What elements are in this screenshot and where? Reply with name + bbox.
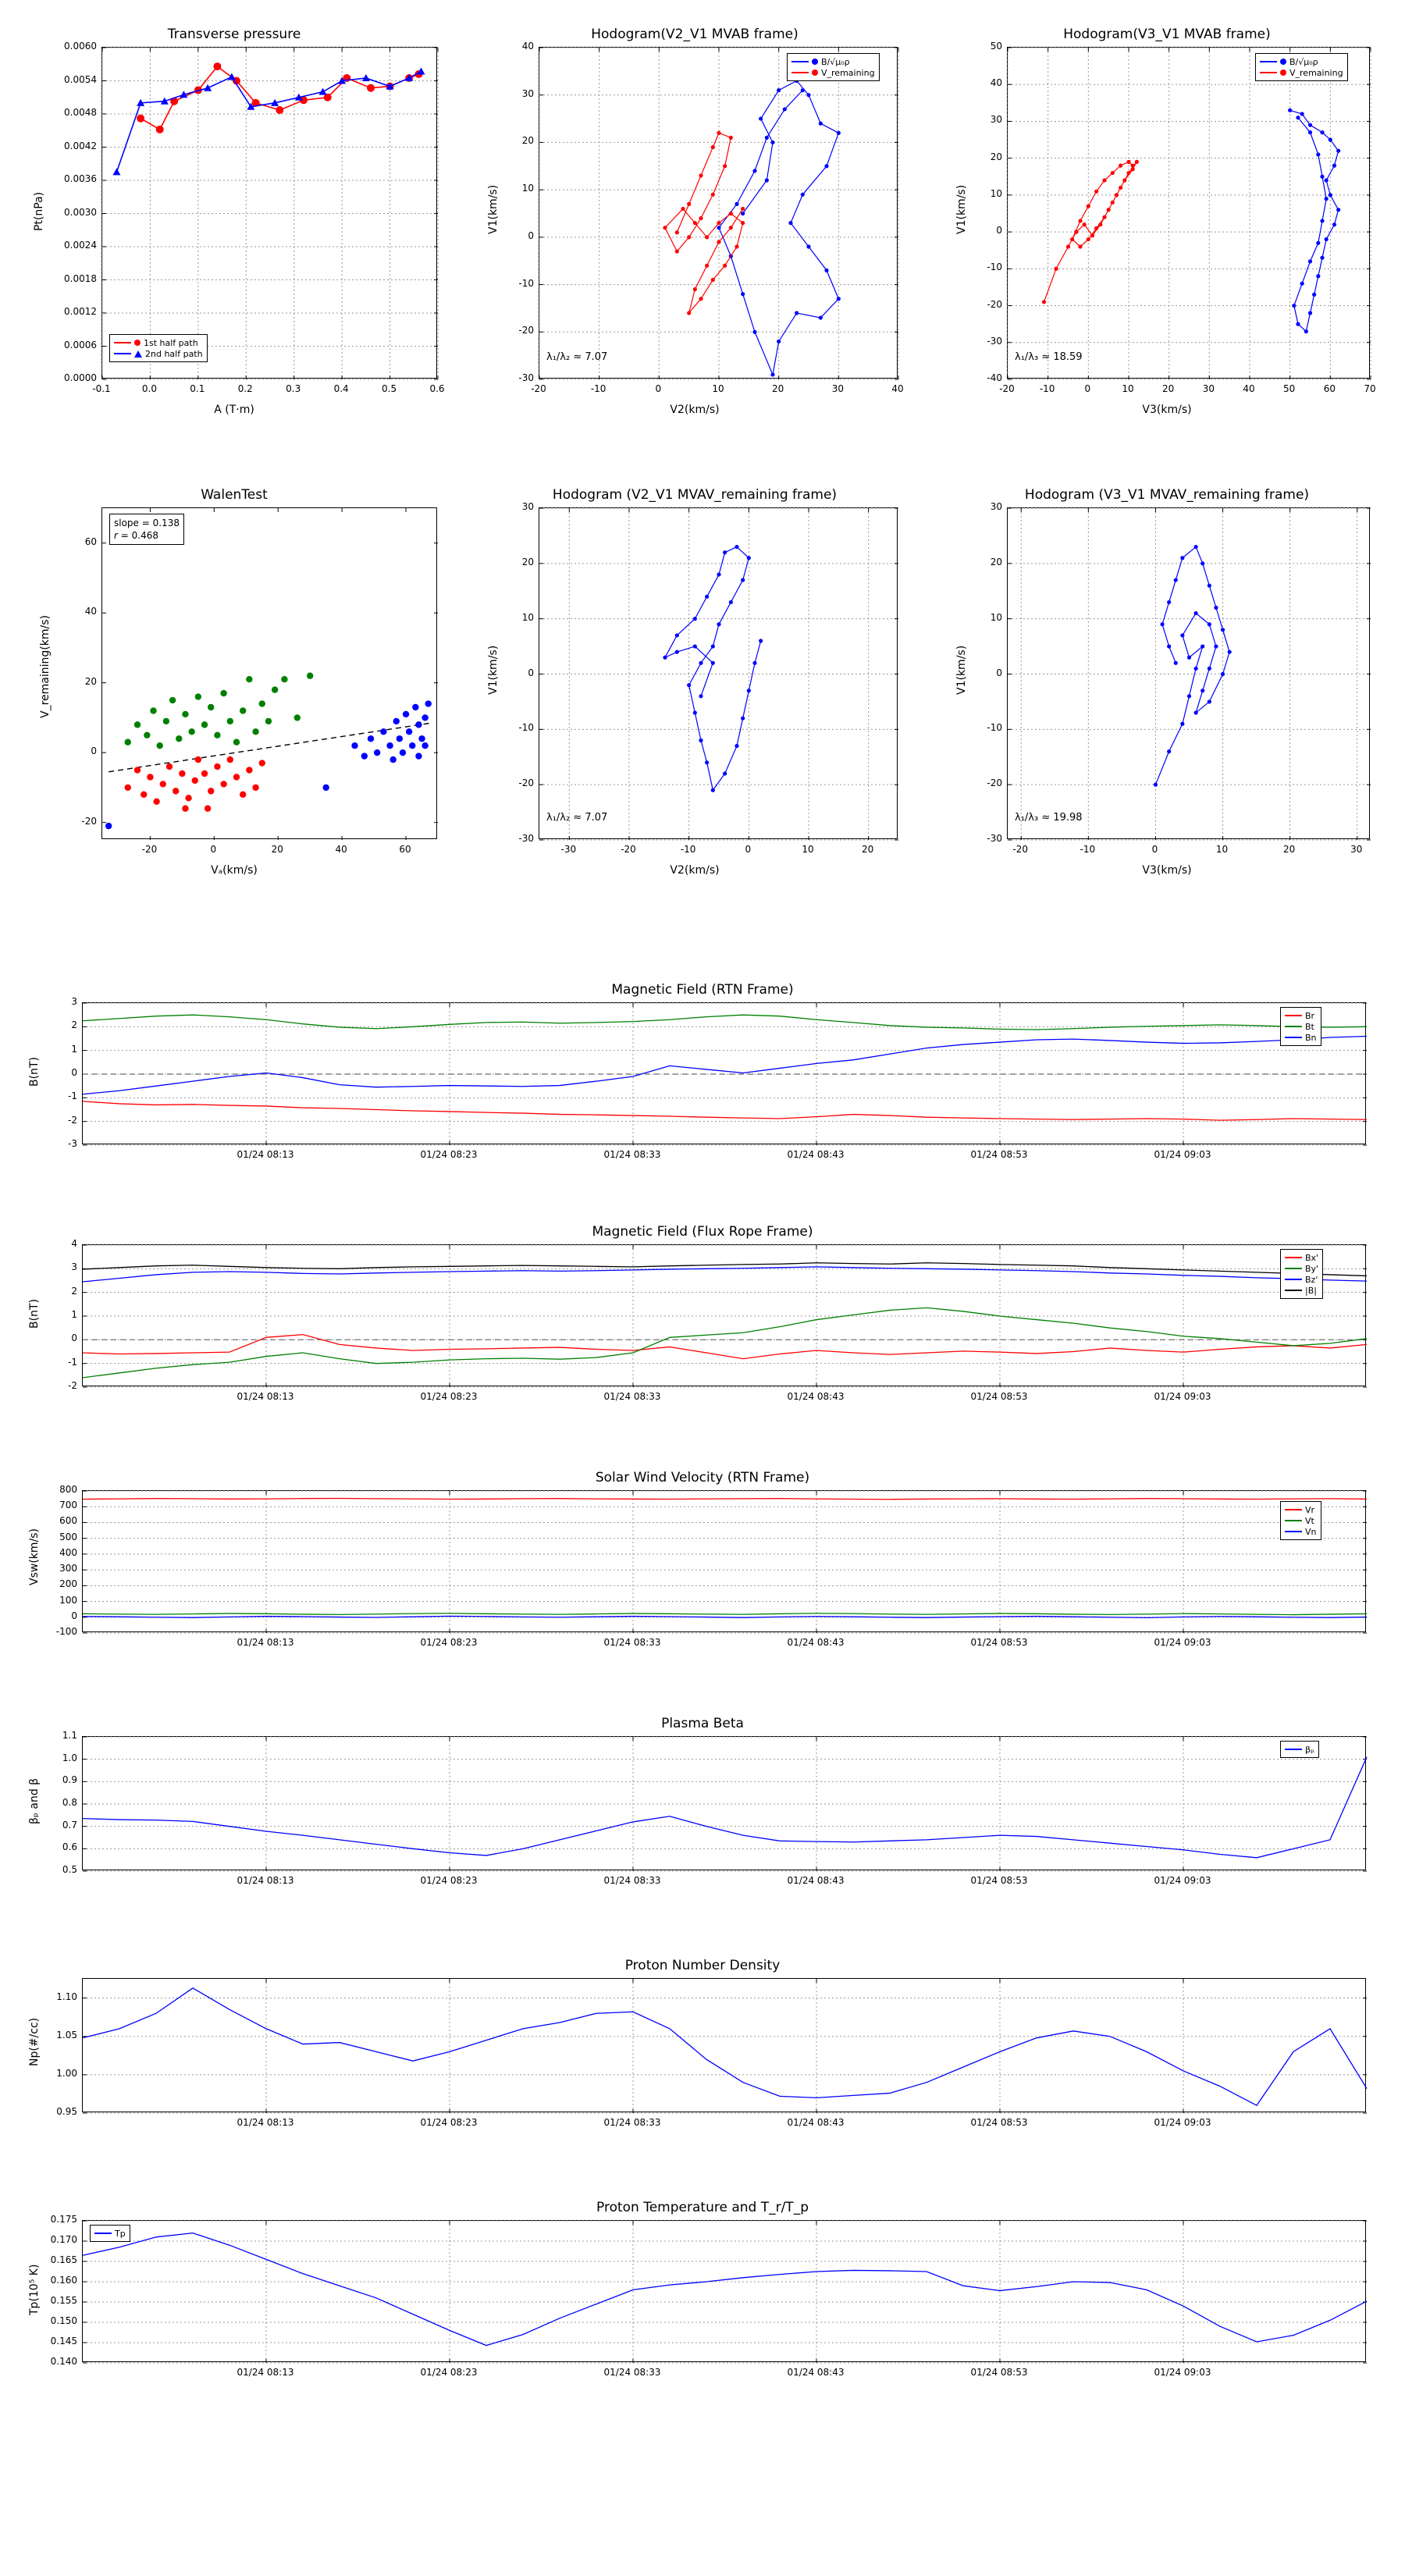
walen-r: r = 0.468 (114, 530, 158, 542)
legend-label: 1st half path (144, 337, 198, 348)
legend-line (114, 353, 131, 354)
legend-label: Tp (115, 2228, 126, 2239)
hodogram-v2v1-mvab-plot-title: Hodogram(V2_V1 MVAB frame) (591, 27, 799, 42)
plasma-beta-plot-ytick: 1.1 (62, 1730, 77, 1741)
proton-temperature-plot-ytick: 0.175 (50, 2214, 77, 2225)
plasma-beta-plot-title: Plasma Beta (661, 1716, 744, 1731)
legend-line (1285, 1257, 1302, 1258)
proton-temperature-plot-ytick: 0.145 (50, 2336, 77, 2347)
solar-wind-velocity-plot-title: Solar Wind Velocity (RTN Frame) (595, 1470, 810, 1485)
magnetic-field-rtn-plot-ytick: 2 (71, 1019, 77, 1031)
proton-temperature-plot-xtick: 01/24 08:13 (237, 2367, 294, 2378)
proton-temperature-plot-legend[interactable] (90, 2225, 130, 2242)
walen-test-plot-xlabel: Vₐ(km/s) (211, 864, 258, 877)
legend-label: βₚ (1305, 1744, 1314, 1755)
hodogram-v2v1-mvab-plot-annotation: λ₁/λ₂ ≈ 7.07 (546, 351, 608, 363)
magnetic-field-flux-rope-plot-ytick: 3 (71, 1261, 77, 1273)
magnetic-field-rtn-plot-xtick: 01/24 09:03 (1154, 1149, 1211, 1160)
legend-line (1285, 1037, 1302, 1038)
magnetic-field-rtn-plot-xtick: 01/24 08:13 (237, 1149, 294, 1160)
proton-number-density-plot-xtick: 01/24 08:23 (420, 2117, 478, 2128)
legend-entry (1285, 1021, 1317, 1032)
legend-label: |B| (1305, 1285, 1317, 1296)
hodogram-v2v1-mvav-plot-xlabel: V2(km/s) (670, 864, 720, 877)
hodogram-v2v1-mvab-plot-xtick: -20 (531, 383, 546, 394)
hodogram-v3v1-mvab-plot-ytick: -30 (987, 335, 1002, 347)
solar-wind-velocity-plot-legend[interactable] (1280, 1501, 1321, 1540)
legend-entry (1285, 1032, 1317, 1043)
legend-line (1285, 1509, 1302, 1510)
hodogram-v3v1-mvab-plot-xtick: 60 (1323, 383, 1336, 394)
hodogram-v3v1-mvab-plot-ytick: -10 (987, 262, 1002, 273)
hodogram-v3v1-mvab-plot-ylabel: V1(km/s) (955, 184, 968, 234)
hodogram-v2v1-mvav-plot-xtick: 0 (745, 844, 752, 855)
solar-wind-velocity-plot-xtick: 01/24 08:23 (420, 1637, 478, 1648)
hodogram-v2v1-mvav-plot-ytick: 20 (521, 556, 534, 568)
magnetic-field-rtn-plot-ytick: 0 (71, 1067, 77, 1078)
hodogram-v3v1-mvav-plot-ytick: -10 (987, 722, 1002, 734)
legend-line (1285, 1279, 1302, 1280)
proton-number-density-plot-axes (82, 1978, 1366, 2112)
magnetic-field-rtn-plot (16, 976, 1389, 1179)
legend-entry (1285, 1252, 1318, 1263)
hodogram-v3v1-mvav-plot-ytick: 10 (990, 611, 1002, 623)
transverse-pressure-plot-ylabel: Pt(nPa) (33, 192, 45, 232)
solar-wind-velocity-plot-ytick: 200 (59, 1578, 77, 1590)
transverse-pressure-plot-xtick: 0.4 (333, 383, 349, 394)
hodogram-v2v1-mvav-plot-xtick: -30 (560, 844, 577, 855)
legend-label: Bz' (1305, 1274, 1318, 1285)
walen-test-plot-ytick: 40 (84, 606, 97, 617)
solar-wind-velocity-plot-xtick: 01/24 08:53 (970, 1637, 1028, 1648)
hodogram-v3v1-mvav-plot-ylabel: V1(km/s) (955, 645, 968, 695)
proton-temperature-plot-xtick: 01/24 08:43 (787, 2367, 845, 2378)
transverse-pressure-plot-xtick: 0.5 (382, 383, 397, 394)
solar-wind-velocity-plot-xtick: 01/24 08:33 (603, 1637, 661, 1648)
hodogram-v3v1-mvav-plot-xtick: 10 (1215, 844, 1229, 855)
legend-marker (134, 340, 140, 346)
proton-number-density-plot-xtick: 01/24 08:13 (237, 2117, 294, 2128)
transverse-pressure-plot-ytick: 0.0060 (64, 41, 97, 52)
magnetic-field-rtn-plot-xtick: 01/24 08:43 (787, 1149, 845, 1160)
walen-test-plot (16, 476, 453, 898)
legend-label: Vt (1305, 1515, 1314, 1526)
legend-entry (1285, 1263, 1318, 1274)
legend-label: Vn (1305, 1526, 1317, 1537)
plasma-beta-plot (16, 1710, 1389, 1905)
hodogram-v3v1-mvab-plot-xtick: -10 (1039, 383, 1055, 394)
hodogram-v2v1-mvav-plot-xtick: -10 (680, 844, 696, 855)
walen-test-plot-xtick: 40 (335, 844, 347, 855)
proton-number-density-plot-ytick: 0.95 (56, 2106, 77, 2117)
legend-line (1285, 1026, 1302, 1027)
magnetic-field-flux-rope-plot-xtick: 01/24 08:23 (420, 1391, 478, 1402)
hodogram-v3v1-mvav-plot-ytick: 30 (990, 501, 1002, 512)
hodogram-v2v1-mvav-plot-ytick: 30 (521, 501, 534, 512)
hodogram-v2v1-mvab-plot-xtick: 40 (891, 383, 904, 394)
legend-label: Bn (1305, 1032, 1317, 1043)
walen-test-plot-xtick: -20 (141, 844, 158, 855)
hodogram-v2v1-mvav-plot-ylabel: V1(km/s) (487, 645, 500, 695)
hodogram-v2v1-mvab-plot-ytick: 30 (521, 87, 534, 99)
hodogram-v3v1-mvab-plot-ytick: -20 (987, 298, 1002, 310)
hodogram-v3v1-mvab-plot-xtick: 30 (1202, 383, 1215, 394)
hodogram-v2v1-mvav-plot-ytick: -30 (518, 833, 534, 844)
solar-wind-velocity-plot-xtick: 01/24 09:03 (1154, 1637, 1211, 1648)
legend-line (791, 61, 809, 62)
legend-entry (1285, 1504, 1317, 1515)
magnetic-field-flux-rope-plot-ytick: 4 (71, 1238, 77, 1249)
magnetic-field-flux-rope-plot (16, 1218, 1389, 1421)
hodogram-v3v1-mvav-plot-axes (1007, 507, 1370, 839)
hodogram-v3v1-mvav-plot-xtick: 0 (1151, 844, 1158, 855)
legend-entry (791, 67, 875, 78)
solar-wind-velocity-plot-ytick: 600 (59, 1515, 77, 1527)
solar-wind-velocity-plot-ytick: 400 (59, 1546, 77, 1558)
magnetic-field-flux-rope-plot-axes (82, 1244, 1366, 1386)
plasma-beta-plot-xtick: 01/24 08:13 (237, 1875, 294, 1886)
proton-number-density-plot-ytick: 1.00 (56, 2067, 77, 2079)
magnetic-field-flux-rope-plot-ylabel: B(nT) (28, 1299, 41, 1329)
magnetic-field-rtn-plot-xtick: 01/24 08:33 (603, 1149, 661, 1160)
legend-entry (94, 2228, 126, 2239)
solar-wind-velocity-plot-ylabel: Vsw(km/s) (28, 1528, 41, 1585)
solar-wind-velocity-plot-ytick: -100 (55, 1626, 77, 1637)
plasma-beta-plot-ytick: 0.8 (62, 1797, 77, 1808)
plasma-beta-plot-xtick: 01/24 08:53 (970, 1875, 1028, 1886)
hodogram-v2v1-mvab-plot-xlabel: V2(km/s) (670, 404, 720, 416)
magnetic-field-flux-rope-plot-legend[interactable] (1280, 1249, 1323, 1299)
magnetic-field-rtn-plot-ytick: -2 (68, 1114, 77, 1126)
hodogram-v3v1-mvab-plot-xtick: 20 (1162, 383, 1175, 394)
legend-line (1285, 1015, 1302, 1016)
proton-temperature-plot-ytick: 0.140 (50, 2356, 77, 2367)
plasma-beta-plot-ylabel: βₚ and β (28, 1778, 41, 1825)
transverse-pressure-plot-ytick: 0.0018 (64, 272, 97, 284)
hodogram-v2v1-mvab-plot-ytick: 10 (521, 183, 534, 194)
legend-entry (114, 337, 203, 348)
hodogram-v2v1-mvab-plot-xtick: 20 (772, 383, 784, 394)
legend-line (1285, 1531, 1302, 1532)
solar-wind-velocity-plot-ytick: 700 (59, 1500, 77, 1511)
plasma-beta-plot-xtick: 01/24 08:33 (603, 1875, 661, 1886)
hodogram-v3v1-mvab-plot-xtick: 70 (1364, 383, 1376, 394)
hodogram-v2v1-mvab-plot-ytick: -20 (518, 325, 534, 336)
transverse-pressure-plot-xtick: 0.6 (429, 383, 445, 394)
hodogram-v2v1-mvav-plot-ytick: 10 (521, 611, 534, 623)
legend-label: By' (1305, 1263, 1319, 1274)
hodogram-v2v1-mvab-plot-ytick: -10 (518, 277, 534, 289)
hodogram-v2v1-mvab-plot-xtick: 0 (655, 383, 662, 394)
hodogram-v2v1-mvav-plot-ytick: -20 (518, 777, 534, 789)
proton-temperature-plot-title: Proton Temperature and T_r/T_p (596, 2200, 809, 2215)
transverse-pressure-plot-xtick: 0.3 (286, 383, 301, 394)
walen-slope: slope = 0.138 (114, 518, 180, 528)
walen-test-plot-axes (101, 507, 437, 839)
legend-label: V_remaining (1289, 67, 1343, 78)
hodogram-v3v1-mvab-plot-ytick: 50 (990, 41, 1002, 52)
solar-wind-velocity-plot-axes (82, 1490, 1366, 1632)
legend-entry (1260, 67, 1343, 78)
hodogram-v3v1-mvav-plot-ytick: -20 (987, 777, 1002, 789)
proton-temperature-plot-ytick: 0.165 (50, 2254, 77, 2265)
legend-label: B/√μ₀ρ (821, 56, 850, 67)
hodogram-v2v1-mvab-plot-ytick: -30 (518, 372, 534, 383)
walen-stats-box (109, 514, 184, 545)
magnetic-field-flux-rope-plot-xtick: 01/24 09:03 (1154, 1391, 1211, 1402)
magnetic-field-flux-rope-plot-ytick: 1 (71, 1309, 77, 1320)
transverse-pressure-plot-ytick: 0.0012 (64, 306, 97, 317)
legend-line (1260, 61, 1277, 62)
hodogram-v2v1-mvav-plot (476, 476, 913, 898)
transverse-pressure-plot-ytick: 0.0036 (64, 173, 97, 184)
hodogram-v2v1-mvab-plot-xtick: 10 (712, 383, 724, 394)
proton-number-density-plot (16, 1952, 1389, 2147)
transverse-pressure-plot-axes (101, 47, 437, 379)
magnetic-field-flux-rope-plot-ytick: -2 (68, 1380, 77, 1391)
legend-entry (1285, 1285, 1318, 1296)
transverse-pressure-plot-ytick: 0.0000 (64, 372, 97, 383)
legend-line (1285, 1749, 1302, 1750)
magnetic-field-rtn-plot-ytick: -3 (68, 1138, 77, 1149)
plasma-beta-plot-xtick: 01/24 08:43 (787, 1875, 845, 1886)
hodogram-v3v1-mvab-plot-xtick: 50 (1283, 383, 1296, 394)
hodogram-v3v1-mvav-plot-xtick: 30 (1350, 844, 1363, 855)
magnetic-field-flux-rope-plot-xtick: 01/24 08:13 (237, 1391, 294, 1402)
proton-number-density-plot-xtick: 01/24 08:53 (970, 2117, 1028, 2128)
hodogram-v3v1-mvav-plot-title: Hodogram (V3_V1 MVAV_remaining frame) (1024, 487, 1310, 503)
hodogram-v3v1-mvav-plot-xtick: 20 (1283, 844, 1296, 855)
legend-label: 2nd half path (145, 348, 203, 359)
hodogram-v3v1-mvav-plot-annotation: λ₁/λ₃ ≈ 19.98 (1015, 812, 1083, 824)
magnetic-field-flux-rope-plot-xtick: 01/24 08:53 (970, 1391, 1028, 1402)
proton-temperature-plot-xtick: 01/24 09:03 (1154, 2367, 1211, 2378)
transverse-pressure-plot-xtick: 0.2 (237, 383, 253, 394)
transverse-pressure-plot-ytick: 0.0042 (64, 140, 97, 151)
proton-temperature-plot-xtick: 01/24 08:33 (603, 2367, 661, 2378)
legend-label: Bt (1305, 1021, 1314, 1032)
hodogram-v3v1-mvab-plot-legend[interactable] (1255, 53, 1348, 81)
hodogram-v3v1-mvav-plot-ytick: 20 (990, 556, 1002, 568)
magnetic-field-flux-rope-plot-ytick: 0 (71, 1332, 77, 1344)
magnetic-field-rtn-plot-ytick: 3 (71, 996, 77, 1007)
plasma-beta-plot-xtick: 01/24 08:23 (420, 1875, 478, 1886)
solar-wind-velocity-plot-ytick: 500 (59, 1531, 77, 1542)
legend-label: B/√μ₀ρ (1289, 56, 1318, 67)
hodogram-v3v1-mvab-plot (944, 16, 1389, 437)
hodogram-v3v1-mvab-plot-xtick: -20 (999, 383, 1015, 394)
plasma-beta-plot-ytick: 1.0 (62, 1752, 77, 1763)
proton-number-density-plot-xtick: 01/24 09:03 (1154, 2117, 1211, 2128)
hodogram-v3v1-mvab-plot-axes (1007, 47, 1370, 379)
hodogram-v3v1-mvab-plot-annotation: λ₁/λ₃ ≈ 18.59 (1015, 351, 1083, 363)
legend-marker (812, 69, 818, 76)
magnetic-field-rtn-plot-ylabel: B(nT) (28, 1057, 41, 1087)
transverse-pressure-plot-title: Transverse pressure (167, 27, 301, 42)
plasma-beta-plot-ytick: 0.9 (62, 1774, 77, 1786)
legend-label: Vr (1305, 1504, 1315, 1515)
hodogram-v2v1-mvab-plot-ytick: 20 (521, 135, 534, 147)
walen-test-plot-xtick: 20 (271, 844, 283, 855)
hodogram-v3v1-mvav-plot-ytick: -30 (987, 833, 1002, 844)
magnetic-field-rtn-plot-ytick: -1 (68, 1091, 77, 1102)
hodogram-v2v1-mvav-plot-ytick: -10 (518, 722, 534, 734)
magnetic-field-rtn-plot-ytick: 1 (71, 1043, 77, 1055)
legend-entry (1260, 56, 1343, 67)
transverse-pressure-plot-ytick: 0.0054 (64, 73, 97, 85)
hodogram-v3v1-mvab-plot-title: Hodogram(V3_V1 MVAB frame) (1063, 27, 1271, 42)
transverse-pressure-plot-xtick: 0.1 (190, 383, 205, 394)
hodogram-v2v1-mvav-plot-title: Hodogram (V2_V1 MVAV_remaining frame) (552, 487, 838, 503)
transverse-pressure-plot-xtick: 0.0 (141, 383, 157, 394)
legend-entry (114, 348, 203, 359)
hodogram-v3v1-mvab-plot-xtick: 40 (1243, 383, 1255, 394)
hodogram-v2v1-mvav-plot-annotation: λ₁/λ₂ ≈ 7.07 (546, 812, 608, 824)
transverse-pressure-plot-xtick: -0.1 (92, 383, 111, 394)
solar-wind-velocity-plot-ytick: 800 (59, 1484, 77, 1495)
plasma-beta-plot-ytick: 0.5 (62, 1864, 77, 1875)
proton-temperature-plot-ytick: 0.170 (50, 2234, 77, 2245)
hodogram-v3v1-mvav-plot-xtick: -10 (1080, 844, 1096, 855)
legend-line (114, 342, 131, 343)
legend-line (1285, 1290, 1302, 1291)
walen-test-plot-ytick: 0 (91, 745, 97, 757)
legend-entry (1285, 1744, 1314, 1755)
proton-number-density-plot-ytick: 1.10 (56, 1991, 77, 2002)
magnetic-field-rtn-plot-xtick: 01/24 08:23 (420, 1149, 478, 1160)
hodogram-v2v1-mvab-plot-ytick: 40 (521, 41, 534, 52)
hodogram-v3v1-mvab-plot-xtick: 10 (1122, 383, 1134, 394)
magnetic-field-flux-rope-plot-ytick: 2 (71, 1285, 77, 1297)
transverse-pressure-plot-ytick: 0.0030 (64, 206, 97, 218)
hodogram-v2v1-mvab-plot-xtick: 30 (831, 383, 844, 394)
walen-test-plot-xtick: 0 (210, 844, 217, 855)
hodogram-v2v1-mvab-plot-ylabel: V1(km/s) (487, 184, 500, 234)
walen-test-plot-ytick: -20 (81, 815, 97, 827)
legend-line (1285, 1520, 1302, 1521)
walen-test-plot-ylabel: V_remaining(km/s) (39, 615, 52, 719)
solar-wind-velocity-plot-xtick: 01/24 08:13 (237, 1637, 294, 1648)
plasma-beta-plot-xtick: 01/24 09:03 (1154, 1875, 1211, 1886)
solar-wind-velocity-plot-xtick: 01/24 08:43 (787, 1637, 845, 1648)
hodogram-v3v1-mvav-plot-xtick: -20 (1012, 844, 1029, 855)
transverse-pressure-plot-ytick: 0.0048 (64, 107, 97, 118)
walen-test-plot-xtick: 60 (399, 844, 411, 855)
hodogram-v3v1-mvab-plot-ytick: 10 (990, 187, 1002, 199)
legend-marker (134, 350, 142, 358)
legend-marker (812, 59, 818, 65)
transverse-pressure-plot-ytick: 0.0024 (64, 240, 97, 251)
legend-entry (1285, 1526, 1317, 1537)
proton-temperature-plot-xtick: 01/24 08:23 (420, 2367, 478, 2378)
hodogram-v3v1-mvab-plot-ytick: 30 (990, 114, 1002, 126)
hodogram-v3v1-mvab-plot-ytick: 40 (990, 77, 1002, 89)
hodogram-v2v1-mvab-plot (476, 16, 913, 437)
walen-test-plot-ytick: 60 (84, 535, 97, 547)
hodogram-v3v1-mvab-plot-xtick: 0 (1084, 383, 1091, 394)
solar-wind-velocity-plot-ytick: 100 (59, 1594, 77, 1606)
proton-temperature-plot (16, 2194, 1389, 2396)
hodogram-v2v1-mvav-plot-xtick: 10 (802, 844, 814, 855)
hodogram-v3v1-mvab-plot-ytick: 0 (996, 225, 1002, 237)
plasma-beta-plot-axes (82, 1736, 1366, 1870)
hodogram-v2v1-mvab-plot-ytick: 0 (528, 229, 534, 241)
plasma-beta-plot-ytick: 0.7 (62, 1819, 77, 1831)
magnetic-field-rtn-plot-legend[interactable] (1280, 1007, 1321, 1046)
legend-entry (791, 56, 875, 67)
proton-number-density-plot-title: Proton Number Density (624, 1958, 781, 1973)
proton-temperature-plot-ytick: 0.150 (50, 2315, 77, 2326)
hodogram-v2v1-mvav-plot-ytick: 0 (528, 667, 534, 678)
legend-line (1285, 1268, 1302, 1269)
magnetic-field-flux-rope-plot-ytick: -1 (68, 1356, 77, 1368)
legend-label: Bx' (1305, 1252, 1319, 1263)
proton-temperature-plot-ytick: 0.160 (50, 2275, 77, 2286)
hodogram-v3v1-mvab-plot-ytick: 20 (990, 151, 1002, 162)
solar-wind-velocity-plot-ytick: 300 (59, 1563, 77, 1574)
proton-temperature-plot-axes (82, 2220, 1366, 2362)
hodogram-v3v1-mvav-plot (944, 476, 1389, 898)
walen-test-plot-title: WalenTest (201, 487, 268, 503)
walen-test-plot-ytick: 20 (84, 675, 97, 687)
plasma-beta-plot-legend[interactable] (1280, 1741, 1319, 1758)
magnetic-field-flux-rope-plot-xtick: 01/24 08:43 (787, 1391, 845, 1402)
legend-label: Br (1305, 1010, 1315, 1021)
proton-number-density-plot-xtick: 01/24 08:33 (603, 2117, 661, 2128)
plasma-beta-plot-ytick: 0.6 (62, 1841, 77, 1853)
proton-temperature-plot-ytick: 0.155 (50, 2295, 77, 2306)
legend-line (94, 2233, 112, 2234)
proton-number-density-plot-ylabel: Np(#/cc) (28, 2018, 41, 2067)
legend-entry (1285, 1515, 1317, 1526)
solar-wind-velocity-plot-ytick: 0 (71, 1610, 77, 1621)
magnetic-field-flux-rope-plot-xtick: 01/24 08:33 (603, 1391, 661, 1402)
transverse-pressure-plot (16, 16, 453, 437)
legend-marker (1280, 59, 1286, 65)
hodogram-v2v1-mvab-plot-axes (539, 47, 898, 379)
proton-temperature-plot-ylabel: Tp(10⁵ K) (28, 2264, 41, 2315)
legend-line (1260, 72, 1277, 73)
transverse-pressure-plot-xlabel: A (T·m) (214, 404, 254, 416)
magnetic-field-rtn-plot-title: Magnetic Field (RTN Frame) (611, 982, 794, 998)
solar-wind-velocity-plot (16, 1464, 1389, 1667)
hodogram-v3v1-mvab-plot-ytick: -40 (987, 372, 1002, 383)
hodogram-v2v1-mvav-plot-xtick: -20 (621, 844, 636, 855)
hodogram-v2v1-mvab-plot-legend[interactable] (787, 53, 880, 81)
hodogram-v2v1-mvav-plot-axes (539, 507, 898, 839)
transverse-pressure-plot-legend[interactable] (109, 334, 208, 362)
legend-line (791, 72, 809, 73)
legend-marker (1280, 69, 1286, 76)
legend-label: V_remaining (821, 67, 875, 78)
hodogram-v3v1-mvav-plot-xlabel: V3(km/s) (1142, 864, 1192, 877)
transverse-pressure-plot-ytick: 0.0006 (64, 339, 97, 350)
magnetic-field-rtn-plot-xtick: 01/24 08:53 (970, 1149, 1028, 1160)
hodogram-v2v1-mvav-plot-xtick: 20 (862, 844, 874, 855)
proton-number-density-plot-xtick: 01/24 08:43 (787, 2117, 845, 2128)
magnetic-field-flux-rope-plot-title: Magnetic Field (Flux Rope Frame) (592, 1224, 813, 1240)
hodogram-v2v1-mvab-plot-xtick: -10 (590, 383, 606, 394)
legend-entry (1285, 1274, 1318, 1285)
proton-number-density-plot-ytick: 1.05 (56, 2029, 77, 2041)
hodogram-v3v1-mvav-plot-ytick: 0 (996, 667, 1002, 678)
proton-temperature-plot-xtick: 01/24 08:53 (970, 2367, 1028, 2378)
hodogram-v3v1-mvab-plot-xlabel: V3(km/s) (1142, 404, 1192, 416)
legend-entry (1285, 1010, 1317, 1021)
magnetic-field-rtn-plot-axes (82, 1002, 1366, 1144)
